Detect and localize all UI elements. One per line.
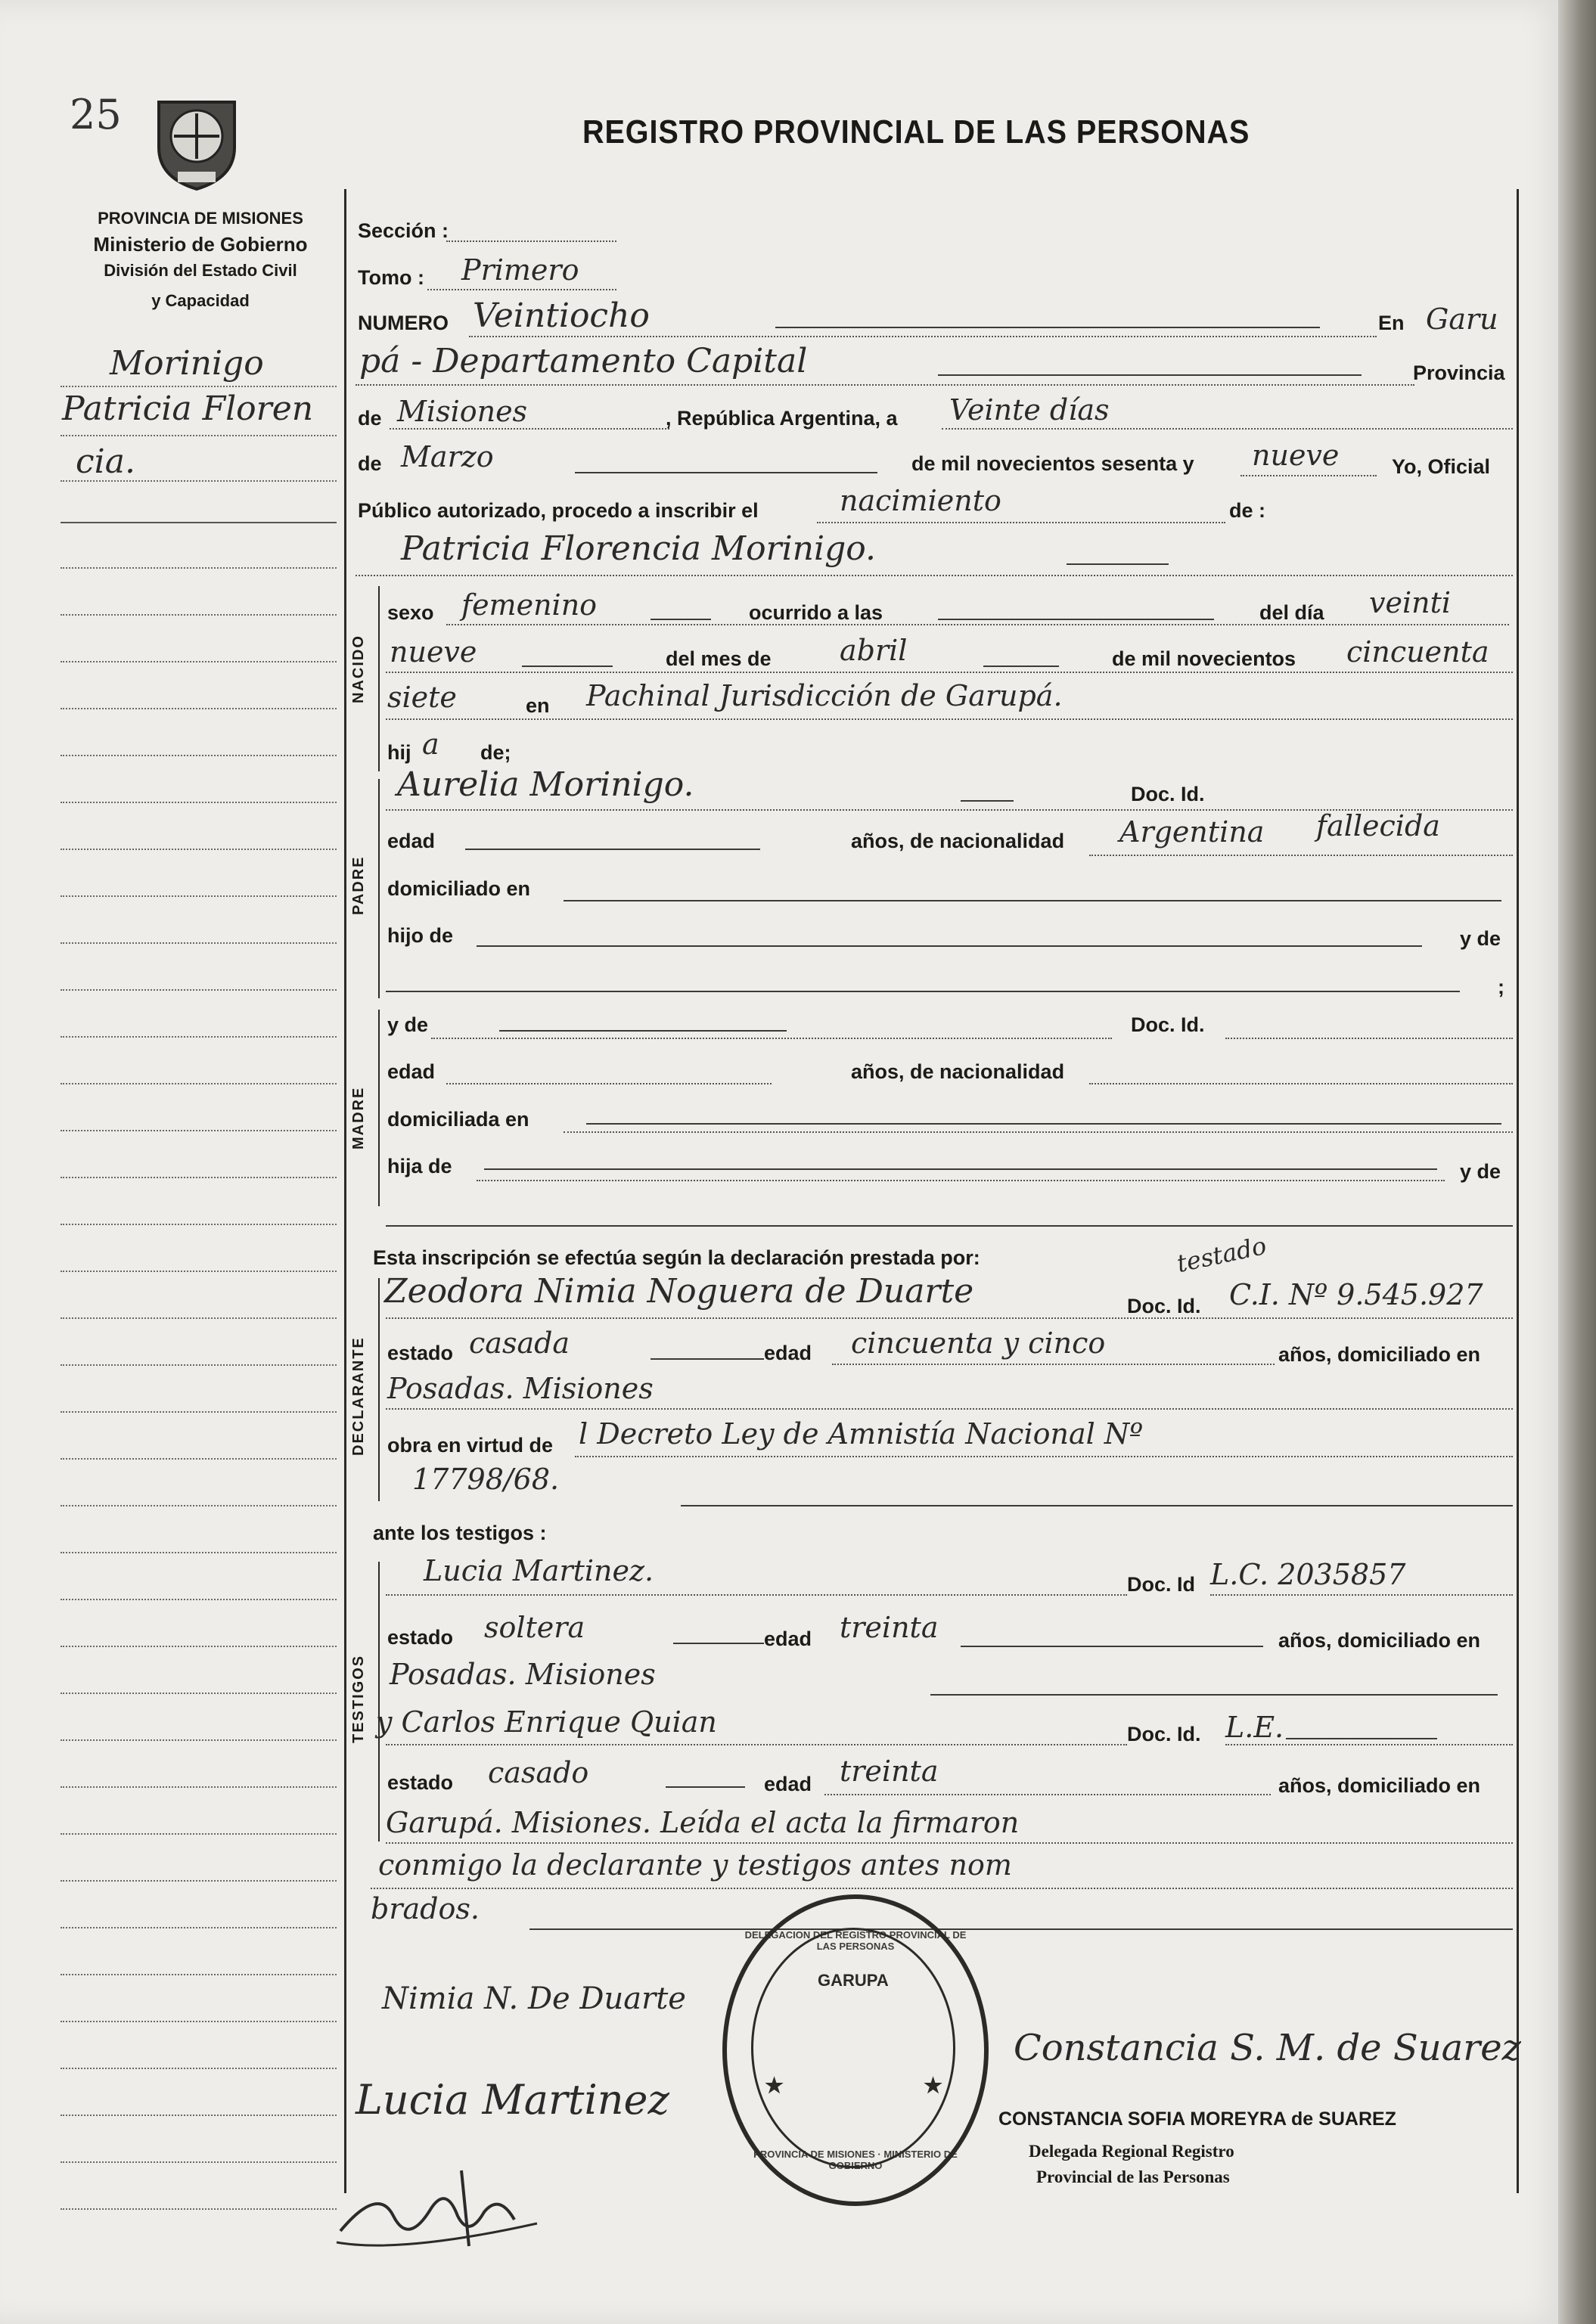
provincia-value: Misiones — [397, 395, 528, 428]
label-de-semi: de; — [480, 741, 511, 764]
label-edad-3: edad — [764, 1342, 812, 1364]
label-hija-de: hija de — [387, 1155, 452, 1178]
document-title: REGISTRO PROVINCIAL DE LAS PERSONAS — [582, 113, 1250, 150]
nombre-madre-progenitora: Aurelia Morinigo. — [397, 765, 694, 804]
lugar-inscripcion: pá - Departamento Capital — [359, 342, 808, 380]
label-del-dia: del día — [1259, 601, 1324, 624]
main-right-border — [1517, 189, 1519, 2193]
label-seccion: Sección : — [358, 219, 449, 242]
declarante-domicilio: Posadas. Misiones — [387, 1372, 654, 1405]
label-numero: NUMERO — [358, 312, 449, 334]
issuer-line-4: y Capacidad — [151, 291, 250, 310]
label-ocurrido: ocurrido a las — [749, 601, 883, 624]
margin-note-line-3: cia. — [76, 442, 135, 481]
anio-nacimiento-1: cincuenta — [1346, 635, 1489, 669]
mes-inscripcion: Marzo — [401, 440, 494, 473]
label-en: En — [1378, 312, 1405, 334]
side-label-testigos: TESTIGOS — [350, 1654, 367, 1743]
label-estado-2: estado — [387, 1626, 454, 1649]
label-anos-domiciliado-2: años, domiciliado en — [1278, 1629, 1481, 1652]
label-anos-nacionalidad: años, de nacionalidad — [851, 830, 1065, 852]
margin-note-line-2: Patricia Floren — [62, 389, 314, 428]
label-domiciliada-en: domiciliada en — [387, 1108, 529, 1131]
testigo-1-edad: treinta — [840, 1611, 939, 1644]
label-y-de: y de — [1460, 927, 1501, 950]
firma-testigo-1: Lucia Martinez — [356, 2076, 669, 2124]
label-tomo: Tomo : — [358, 266, 424, 289]
label-anos-domiciliado-3: años, domiciliado en — [1278, 1774, 1481, 1797]
testigo-2-documento: L.E. — [1225, 1711, 1284, 1744]
label-y-de-2: y de — [387, 1013, 429, 1036]
declarante-nombre: Zeodora Nimia Noguera de Duarte — [384, 1272, 974, 1311]
label-yo-oficial: Yo, Oficial — [1392, 455, 1491, 478]
testigo-1-estado: soltera — [484, 1611, 585, 1644]
testigo-2-estado: casado — [488, 1756, 589, 1789]
nacido-section-border — [378, 586, 380, 771]
testigo-1-documento: L.C. 2035857 — [1210, 1558, 1406, 1591]
label-semicolon: ; — [1498, 976, 1504, 998]
cierre-linea-3: brados. — [371, 1892, 480, 1925]
declarante-doc-note: testado — [1174, 1230, 1269, 1279]
stamp-center: GARUPA — [818, 1971, 889, 1990]
label-estado: estado — [387, 1342, 454, 1364]
issuer-line-2: Ministerio de Gobierno — [93, 233, 308, 256]
provincial-crest-icon — [144, 87, 250, 193]
dia-nacimiento-2: nueve — [390, 635, 477, 669]
star-icon: ★ — [924, 2074, 943, 2097]
obra-linea-1: l Decreto Ley de Amnistía Nacional Nº — [579, 1417, 1143, 1451]
en-value: Garu — [1426, 303, 1498, 336]
side-label-declarante: DECLARANTE — [350, 1336, 367, 1456]
dia-inscripcion: Veinte días — [949, 393, 1110, 427]
obra-linea-2: 17798/68. — [412, 1463, 560, 1496]
book-edge — [1558, 0, 1596, 2324]
side-label-madre: MADRE — [350, 1086, 367, 1150]
firma-testigo-2-icon — [325, 2140, 552, 2254]
label-edad-2: edad — [387, 1060, 436, 1083]
declarante-documento: C.I. Nº 9.545.927 — [1229, 1278, 1483, 1311]
label-estado-3: estado — [387, 1771, 454, 1794]
label-hij: hij — [387, 741, 411, 764]
label-en-2: en — [526, 694, 550, 717]
numero-value: Veintiocho — [473, 296, 650, 335]
label-publico: Público autorizado, procedo a inscribir el — [358, 499, 759, 522]
label-provincia: Provincia — [1413, 361, 1505, 384]
label-doc-id-5: Doc. Id. — [1127, 1723, 1201, 1745]
label-domiciliado-en: domiciliado en — [387, 877, 531, 900]
mes-nacimiento: abril — [840, 634, 908, 667]
label-edad: edad — [387, 830, 436, 852]
label-y-de-3: y de — [1460, 1160, 1501, 1183]
stamp-ring-top: DELEGACION DEL REGISTRO PROVINCIAL DE LAS PERSONAS — [744, 1929, 967, 1952]
cierre-linea-2: conmigo la declarante y testigos antes nom — [378, 1848, 1012, 1882]
sexo-value: femenino — [461, 588, 598, 622]
side-label-nacido: NACIDO — [350, 635, 367, 703]
testigo-1-nombre: Lucia Martinez. — [424, 1554, 654, 1587]
label-mil-sesenta: de mil novecientos sesenta y — [911, 452, 1194, 475]
testigo-2-nombre: y Carlos Enrique Quian — [376, 1705, 717, 1739]
padre-section-border — [378, 779, 380, 998]
label-sexo: sexo — [387, 601, 434, 624]
margin-note-line-1: Morinigo — [110, 344, 264, 383]
firma-delegada: Constancia S. M. de Suarez — [1014, 2027, 1521, 2069]
anio-nacimiento-2: siete — [387, 681, 457, 714]
nombre-inscripto: Patricia Florencia Morinigo. — [401, 529, 876, 568]
side-label-padre: PADRE — [350, 855, 367, 915]
label-mil-novecientos: de mil novecientos — [1112, 647, 1296, 670]
label-anos-nacionalidad-2: años, de nacionalidad — [851, 1060, 1065, 1083]
label-del-mes: del mes de — [666, 647, 772, 670]
label-esta-inscripcion: Esta inscripción se efectúa según la declaración prestada por: — [373, 1246, 980, 1269]
label-doc-id-3: Doc. Id. — [1127, 1295, 1201, 1317]
testigos-section-border — [378, 1562, 380, 1842]
declarante-section-border — [378, 1278, 380, 1501]
stamp-ring-bottom: PROVINCIA DE MISIONES · MINISTERIO DE GOBIERNO — [753, 2149, 958, 2171]
label-ante-testigos: ante los testigos : — [373, 1522, 547, 1544]
official-name: CONSTANCIA SOFIA MOREYRA de SUAREZ — [998, 2108, 1396, 2130]
cierre-linea-1: Garupá. Misiones. Leída el acta la firmaron — [386, 1806, 1020, 1839]
testigo-2-edad: treinta — [840, 1755, 939, 1788]
page-number: 25 — [70, 91, 122, 138]
star-icon: ★ — [765, 2074, 784, 2097]
label-de-colon: de : — [1229, 499, 1266, 522]
official-role-2: Provincial de las Personas — [1036, 2167, 1230, 2186]
label-doc-id-4: Doc. Id — [1127, 1573, 1196, 1596]
testigo-1-domicilio: Posadas. Misiones — [390, 1658, 656, 1691]
anio-inscripcion: nueve — [1252, 439, 1340, 472]
declarante-edad: cincuenta y cinco — [851, 1326, 1106, 1360]
label-de-2: de — [358, 452, 382, 475]
main-left-border — [344, 189, 346, 2193]
dia-nacimiento-1: veinti — [1369, 586, 1452, 619]
label-doc-id: Doc. Id. — [1131, 783, 1205, 805]
label-doc-id-2: Doc. Id. — [1131, 1013, 1205, 1036]
issuer-line-3: División del Estado Civil — [104, 261, 297, 280]
label-de: de — [358, 407, 382, 430]
fallecida-note: fallecida — [1316, 809, 1440, 842]
label-edad-5: edad — [764, 1773, 812, 1795]
official-role-1: Delegada Regional Registro — [1029, 2142, 1234, 2161]
hij-suffix: a — [422, 728, 439, 761]
madre-section-border — [378, 1010, 380, 1206]
nacionalidad-value: Argentina — [1119, 815, 1265, 849]
label-republica: , República Argentina, a — [666, 407, 898, 430]
label-hijo-de: hijo de — [387, 924, 453, 947]
label-obra: obra en virtud de — [387, 1434, 554, 1457]
label-edad-4: edad — [764, 1627, 812, 1650]
lugar-nacimiento: Pachinal Jurisdicción de Garupá. — [586, 679, 1063, 712]
issuer-line-1: PROVINCIA DE MISIONES — [98, 209, 303, 228]
declarante-estado: casada — [469, 1326, 570, 1360]
tomo-value: Primero — [461, 253, 579, 287]
official-stamp — [722, 1894, 989, 2206]
label-anos-domiciliado: años, domiciliado en — [1278, 1343, 1481, 1366]
acto-value: nacimiento — [840, 484, 1001, 517]
firma-declarante: Nimia N. De Duarte — [382, 1981, 686, 2016]
